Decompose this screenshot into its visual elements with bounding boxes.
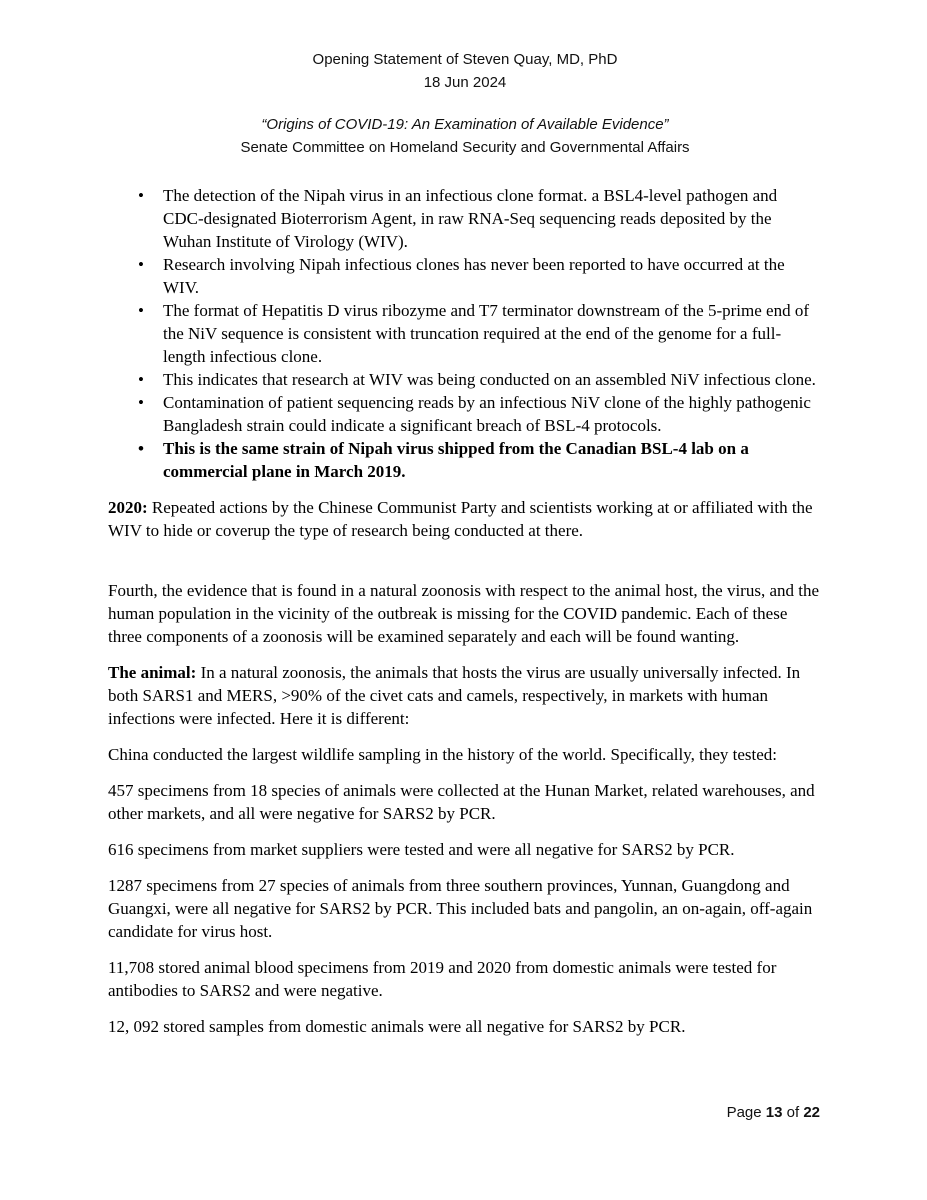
bullet-icon: • [138,393,144,412]
document-date: 18 Jun 2024 [423,73,507,91]
paragraph-text: In a natural zoonosis, the animals that hosts the virus are usually universally infected. In both SARS1 and MERS, >90% of the civet cats and camels, respectively, in markets with human infections were infected. Here it is different: [108,663,801,728]
footer-total-pages: 22 [803,1104,820,1121]
paragraph-text: China conducted the largest wildlife sampling in the history of the world. Specifically, they tested: [108,745,777,764]
committee-name: Senate Committee on Homeland Security and Governmental Affairs [240,138,690,156]
bullet-icon: • [138,186,144,205]
bullet-text: This indicates that research at WIV was being conducted on an assembled NiV infectious clone. [163,370,816,389]
document-title: Opening Statement of Steven Quay, MD, PhD [312,51,618,68]
paragraph-text: Repeated actions by the Chinese Communist Party and scientists working at or affiliated with the WIV to hide or coverup the type of research being conducted at there. [108,498,813,540]
body-paragraph [108,874,822,943]
paragraph-text: 1287 specimens from 27 species of animals from three southern provinces, Yunnan, Guangdong and Guangxi, were all negative for SARS2 by PCR. This included bats and pangolin, an on-again, off-again candidate for virus host. [108,876,813,941]
body-paragraph [108,779,822,825]
paragraph-lead: 2020: [108,498,148,517]
paragraph-text: Fourth, the evidence that is found in a natural zoonosis with respect to the animal host, the virus, and the human population in the vicinity of the outbreak is missing for the COVID pandemic. Each of these three components of a zoonosis will be examined separately and each will be found wanting. [108,581,820,646]
body-paragraph [108,661,822,730]
bullet-text: This is the same strain of Nipah virus shipped from the Canadian BSL-4 lab on a commercial plane in March 2019. [163,439,749,481]
bullet-icon: • [138,301,144,320]
bullet-item [108,184,822,253]
bullet-icon: • [138,439,144,458]
footer-of-word: of [782,1104,804,1121]
footer-page-word: Page [726,1104,766,1121]
footer-page-number: 13 [765,1104,783,1121]
bullet-item [108,368,822,391]
paragraph-text: 616 specimens from market suppliers were tested and were all negative for SARS2 by PCR. [108,840,735,859]
bullet-text: The format of Hepatitis D virus ribozyme and T7 terminator downstream of the 5-prime end of the NiV sequence is consistent with truncation required at the end of the genome for a full-length infectious clone. [163,301,809,366]
paragraph-text: 11,708 stored animal blood specimens from 2019 and 2020 from domestic animals were tested for antibodies to SARS2 and were negative. [108,958,777,1000]
body-paragraph [108,1015,822,1038]
bullet-item [108,391,822,437]
bullet-icon: • [138,370,144,389]
body-paragraph [108,579,822,648]
page-content [108,49,822,1051]
bullet-text: The detection of the Nipah virus in an infectious clone format. a BSL4-level pathogen and CDC-designated Bioterrorism Agent, in raw RNA-Seq sequencing reads deposited by the Wuhan Institute of Virology (WIV). [163,186,778,251]
paragraph-lead: The animal: [108,663,197,682]
document-header [108,49,822,159]
body-paragraph [108,838,822,861]
paragraph-section [108,496,822,1038]
page-footer [727,1104,820,1121]
bullet-item [108,437,822,483]
bullet-text: Contamination of patient sequencing reads by an infectious NiV clone of the highly pathogenic Bangladesh strain could indicate a significant breach of BSL-4 protocols. [163,393,811,435]
document-body [108,184,822,1038]
bullet-text: Research involving Nipah infectious clones has never been reported to have occurred at the WIV. [163,255,785,297]
body-paragraph [108,956,822,1002]
bullet-item [108,253,822,299]
header-spacer [108,94,822,114]
hearing-title: “Origins of COVID-19: An Examination of Available Evidence” [261,116,669,133]
body-paragraph [108,496,822,542]
paragraph-text: 12, 092 stored samples from domestic animals were all negative for SARS2 by PCR. [108,1017,686,1036]
bullet-item [108,299,822,368]
body-paragraph [108,743,822,766]
paragraph-text: 457 specimens from 18 species of animals were collected at the Hunan Market, related warehouses, and other markets, and all were negative for SARS2 by PCR. [108,781,815,823]
bullet-list [108,184,822,483]
bullet-icon: • [138,255,144,274]
